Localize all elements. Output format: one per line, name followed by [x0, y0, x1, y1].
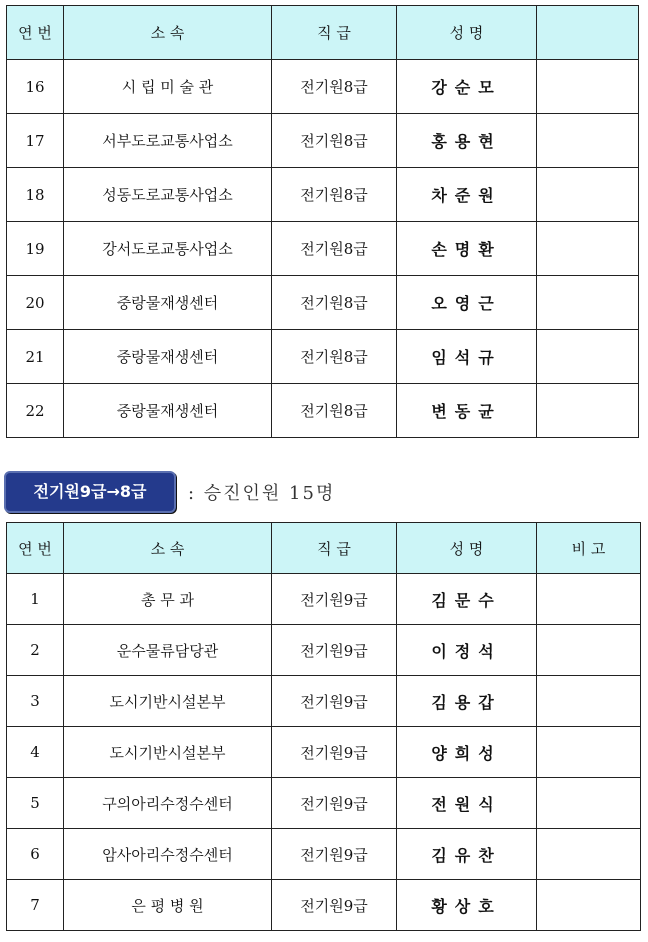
row-number: 3: [7, 676, 64, 727]
header-grade: 직 급: [272, 6, 397, 60]
row-note: [537, 222, 639, 276]
header-name: 성 명: [397, 6, 537, 60]
row-department: 총 무 과: [64, 574, 272, 625]
row-name: 홍용현: [397, 114, 537, 168]
table-row: [7, 114, 639, 168]
table-row: [7, 222, 639, 276]
promotion-table-upper: [6, 5, 639, 438]
header-note: [537, 6, 639, 60]
row-name: 김문수: [397, 574, 537, 625]
table-row: [7, 384, 639, 438]
row-department: 시 립 미 술 관: [64, 60, 272, 114]
row-grade: 전기원8급: [272, 168, 397, 222]
row-number: 4: [7, 727, 64, 778]
row-name: 이정석: [397, 625, 537, 676]
table-row: [7, 676, 641, 727]
row-number: 19: [7, 222, 64, 276]
table-row: [7, 727, 641, 778]
row-department: 암사아리수정수센터: [64, 829, 272, 880]
row-grade: 전기원8급: [272, 276, 397, 330]
row-department: 도시기반시설본부: [64, 727, 272, 778]
row-grade: 전기원9급: [272, 829, 397, 880]
row-note: [537, 778, 641, 829]
row-grade: 전기원8급: [272, 114, 397, 168]
row-note: [537, 625, 641, 676]
header-grade: 직 급: [272, 523, 397, 574]
row-number: 2: [7, 625, 64, 676]
row-number: 17: [7, 114, 64, 168]
promotion-count-text: : 승진인원 15명: [188, 483, 336, 504]
row-note: [537, 574, 641, 625]
row-note: [537, 330, 639, 384]
table-row: [7, 330, 639, 384]
row-department: 도시기반시설본부: [64, 676, 272, 727]
row-number: 16: [7, 60, 64, 114]
row-number: 7: [7, 880, 64, 931]
row-grade: 전기원9급: [272, 676, 397, 727]
row-department: 구의아리수정수센터: [64, 778, 272, 829]
row-note: [537, 168, 639, 222]
row-name: 변동균: [397, 384, 537, 438]
row-name: 오영근: [397, 276, 537, 330]
row-grade: 전기원8급: [272, 330, 397, 384]
row-name: 전원식: [397, 778, 537, 829]
row-department: 은 평 병 원: [64, 880, 272, 931]
header-no: 연 번: [7, 523, 64, 574]
row-number: 21: [7, 330, 64, 384]
row-name: 양희성: [397, 727, 537, 778]
table-row: [7, 829, 641, 880]
section-heading: [2, 471, 646, 511]
header-name: 성 명: [397, 523, 537, 574]
row-note: [537, 676, 641, 727]
row-number: 18: [7, 168, 64, 222]
table-row: [7, 168, 639, 222]
header-dept: 소 속: [64, 6, 272, 60]
row-grade: 전기원8급: [272, 384, 397, 438]
row-name: 황상호: [397, 880, 537, 931]
row-grade: 전기원9급: [272, 625, 397, 676]
row-note: [537, 880, 641, 931]
row-number: 22: [7, 384, 64, 438]
row-number: 20: [7, 276, 64, 330]
row-note: [537, 60, 639, 114]
row-grade: 전기원9급: [272, 574, 397, 625]
table-row: [7, 276, 639, 330]
table-header-row: [7, 523, 641, 574]
row-note: [537, 384, 639, 438]
row-grade: 전기원9급: [272, 778, 397, 829]
header-dept: 소 속: [64, 523, 272, 574]
row-department: 강서도로교통사업소: [64, 222, 272, 276]
row-number: 1: [7, 574, 64, 625]
table-row: [7, 778, 641, 829]
row-department: 운수물류담당관: [64, 625, 272, 676]
row-grade: 전기원9급: [272, 727, 397, 778]
table-row: [7, 625, 641, 676]
row-name: 강순모: [397, 60, 537, 114]
header-note: 비 고: [537, 523, 641, 574]
table-row: [7, 60, 639, 114]
row-note: [537, 727, 641, 778]
row-grade: 전기원9급: [272, 880, 397, 931]
table-header-row: [7, 6, 639, 60]
header-no: 연 번: [7, 6, 64, 60]
row-department: 중랑물재생센터: [64, 276, 272, 330]
table-row: [7, 574, 641, 625]
row-department: 중랑물재생센터: [64, 330, 272, 384]
row-department: 서부도로교통사업소: [64, 114, 272, 168]
row-grade: 전기원8급: [272, 60, 397, 114]
row-name: 임석규: [397, 330, 537, 384]
row-note: [537, 276, 639, 330]
row-number: 6: [7, 829, 64, 880]
row-department: 중랑물재생센터: [64, 384, 272, 438]
row-number: 5: [7, 778, 64, 829]
row-note: [537, 114, 639, 168]
row-name: 차준원: [397, 168, 537, 222]
row-name: 김용갑: [397, 676, 537, 727]
grade-change-badge: 전기원9급→8급: [4, 471, 176, 513]
row-grade: 전기원8급: [272, 222, 397, 276]
table-row: [7, 880, 641, 931]
row-name: 김유찬: [397, 829, 537, 880]
row-note: [537, 829, 641, 880]
row-department: 성동도로교통사업소: [64, 168, 272, 222]
row-name: 손명환: [397, 222, 537, 276]
promotion-table-lower: [6, 522, 641, 931]
